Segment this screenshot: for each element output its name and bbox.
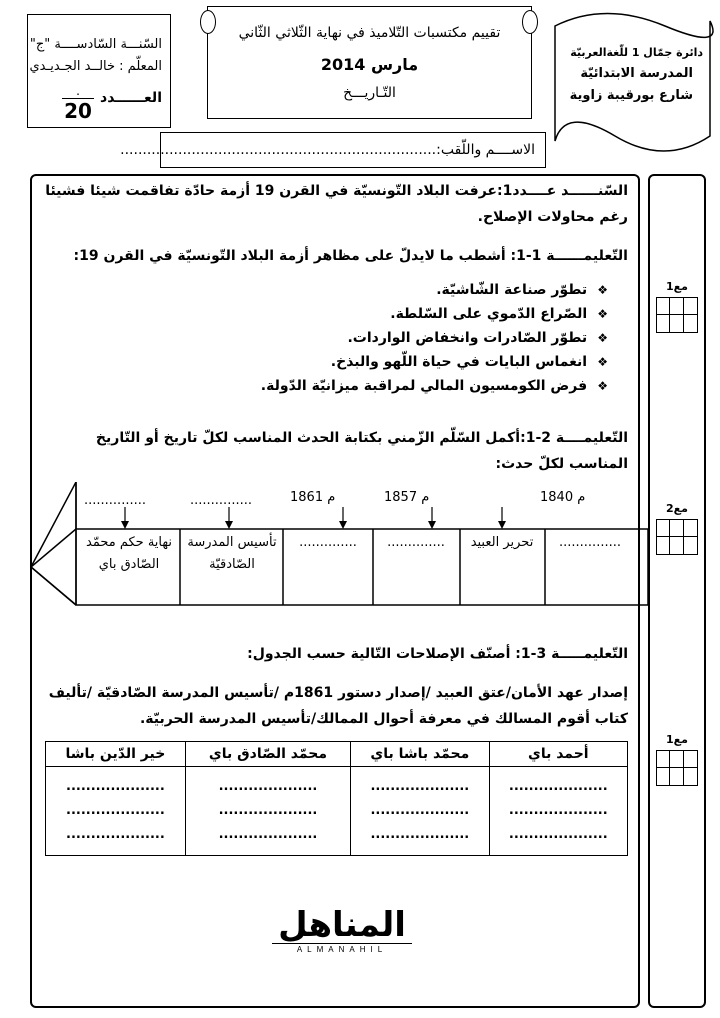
almanahil-logo <box>262 907 422 954</box>
timeline-date: 1861 م <box>290 490 336 505</box>
timeline-cell: نهاية حكم محمّد الصّادق باي <box>86 535 172 572</box>
table-header: محمّد باشا باي <box>351 742 490 767</box>
q1-title: التّعليمــــــة 1-1: أشطب ما لايدلّ على مظاهر أزمة البلاد التّونسيّة في القرن 19: <box>73 248 628 264</box>
diamond-bullet-icon: ❖ <box>597 355 608 369</box>
diamond-bullet-icon: ❖ <box>597 379 608 393</box>
table-row <box>46 767 628 856</box>
q1-bullet[interactable]: ❖ الصّراع الدّموي على السّلطة. <box>390 306 608 322</box>
exam-subject: التّـاريـــخ <box>343 85 396 101</box>
answer-cell[interactable]: .................... .................... .................... <box>489 767 627 856</box>
criterion-3 <box>650 733 704 786</box>
timeline-cell-blank[interactable]: ............... <box>559 535 621 550</box>
answer-cell[interactable]: .................... .................... .................... <box>46 767 186 856</box>
timeline-cell: تحرير العبيد <box>470 535 534 550</box>
teacher-line: المعلّم : خالــد الجـديـدي <box>29 59 162 74</box>
support-text: السّنــــــد عــــدد1:عرفت البلاد التّونسيّة في القرن 19 أزمة حادّة تفاقمت شيئا فشيئا رغم محاولات الإصلاح. <box>45 183 628 225</box>
logo-latin: ALMANAHIL <box>272 943 412 954</box>
score-grid[interactable] <box>656 297 698 333</box>
exam-title: تقييم مكتسبات التّلاميذ في نهاية الثّلاثي الثّاني <box>238 25 501 41</box>
class-info-box <box>27 14 171 128</box>
exam-date: مارس 2014 <box>320 55 419 74</box>
q3-title: التّعليمـــــة 3-1: أصنّف الإصلاحات التّالية حسب الجدول: <box>247 646 628 662</box>
score-denominator: 20 <box>64 99 92 123</box>
q1-bullet[interactable]: ❖ تطوّر صناعة الشّاشيّة. <box>436 282 608 298</box>
q3-text: إصدار عهد الأمان/عتق العبيد /إصدار دستور 1861م /تأسيس المدرسة الصّادقيّة /تأليف كتاب أقوم المسالك في معرفة أحوال الممالك/تأسيس المدرسة الحربيّة. <box>48 685 628 727</box>
timeline-cell-blank[interactable]: .............. <box>387 535 445 550</box>
q1-bullet[interactable]: ❖ تطوّر الصّادرات وانخفاض الواردات. <box>347 330 608 346</box>
q2-title: التّعليمــــة 2-1:أكمل السّلّم الزّمني بكتابة الحدث المناسب لكلّ تاريخ أو التّاريخ المناسب لكلّ حدث: <box>95 430 628 472</box>
school-name: المدرسة الابتدائيّة <box>580 66 693 81</box>
diamond-bullet-icon: ❖ <box>597 307 608 321</box>
school-district: دائرة جمّال 1 للّغةالعربيّة <box>570 46 703 59</box>
score-fraction <box>58 86 98 123</box>
q1-bullet[interactable]: ❖ فرض الكومسيون المالي لمراقبة ميزانيّة الدّولة. <box>260 378 608 394</box>
exam-title-scroll <box>207 6 532 119</box>
q1-bullet-list <box>261 282 608 402</box>
name-label: الاســــم واللّقب:....................................................................... <box>120 142 535 158</box>
timeline-cell: تأسيس المدرسة الصّادقيّة <box>187 535 277 572</box>
timeline-date: 1840 م <box>540 490 586 505</box>
criterion-label: مع1 <box>666 280 688 293</box>
timeline-date: 1857 م <box>384 490 430 505</box>
criterion-label: مع1 <box>666 733 688 746</box>
timeline-cell-blank[interactable]: .............. <box>299 535 357 550</box>
answer-cell[interactable]: .................... .................... .................... <box>351 767 490 856</box>
count-label: العــــــدد <box>100 90 162 106</box>
class-line: السّنـــة السّادســــة "ج" <box>29 37 162 52</box>
logo-arabic: المناهل <box>278 905 406 945</box>
scroll-curl-left <box>200 10 216 34</box>
table-header-row <box>46 742 628 767</box>
table-header: أحمد باي <box>489 742 627 767</box>
timeline-date-blank[interactable]: ............... <box>84 493 146 508</box>
name-field[interactable] <box>120 132 546 168</box>
score-grid[interactable] <box>656 750 698 786</box>
timeline-date-blank[interactable]: ............... <box>190 493 252 508</box>
school-info <box>545 0 715 160</box>
table-header: خير الدّين باشا <box>46 742 186 767</box>
school-address: شارع بورقيبة زاوية <box>569 88 693 103</box>
criterion-2 <box>650 502 704 555</box>
table-header: محمّد الصّادق باي <box>185 742 350 767</box>
q1-bullet[interactable]: ❖ انغماس البايات في حياة اللّهو والبذخ. <box>330 354 608 370</box>
scroll-curl-right <box>522 10 538 34</box>
reforms-table <box>45 741 628 856</box>
criterion-1 <box>650 280 704 333</box>
criterion-label: مع2 <box>666 502 688 515</box>
answer-cell[interactable]: .................... .................... .................... <box>185 767 350 856</box>
score-numerator: . <box>76 84 80 98</box>
diamond-bullet-icon: ❖ <box>597 331 608 345</box>
diamond-bullet-icon: ❖ <box>597 283 608 297</box>
score-grid[interactable] <box>656 519 698 555</box>
